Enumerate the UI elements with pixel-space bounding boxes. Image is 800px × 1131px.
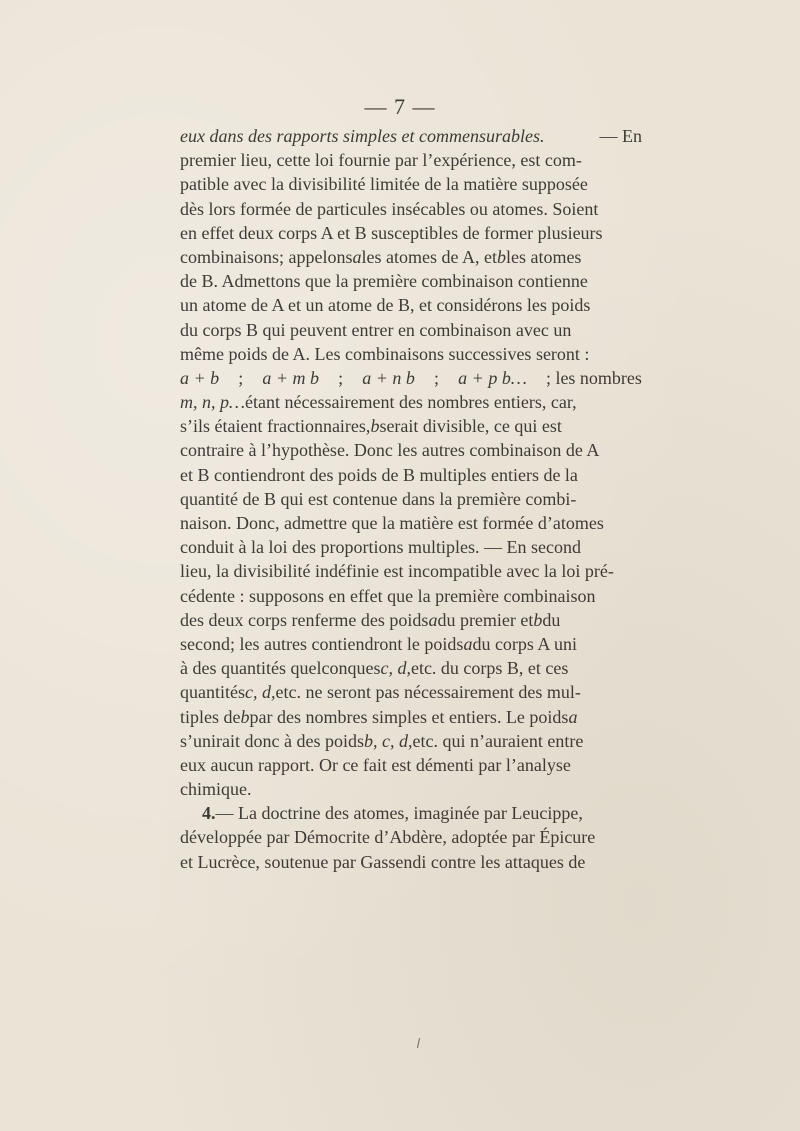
text-line: même poids de A. Les combinaisons successives seront :: [180, 343, 590, 364]
text-run: quantitésc, d,etc. ne seront pas nécessairement des mul-: [180, 682, 581, 703]
text-line: un atome de A et un atome de B, et considérons les poids: [180, 295, 591, 316]
text-line: [180, 729, 642, 753]
text-run: m, n, p…étant nécessairement des nombres entiers, car,: [180, 392, 577, 413]
text-line: [180, 632, 642, 656]
text-run: ;: [238, 367, 244, 388]
formula: a + b: [180, 367, 220, 388]
paragraph-number: 4.: [202, 803, 216, 824]
text-line: quantité de B qui est contenue dans la première combi-: [180, 488, 577, 509]
formula: a + p b…: [458, 367, 527, 388]
text-line: [180, 608, 642, 632]
text-line: [180, 366, 642, 390]
text-run: 4.— La doctrine des atomes, imaginée par Leucippe,: [202, 801, 583, 825]
text-line: naison. Donc, admettre que la matière est formée d’atomes: [180, 513, 604, 533]
text-line: [180, 414, 642, 438]
formula: a + m b: [262, 367, 320, 388]
text-run: des deux corps renferme des poidsadu premier etbdu: [180, 609, 561, 630]
text-line: de B. Admettons que la première combinaison contienne: [180, 271, 588, 292]
text-run: s’ils étaient fractionnaires,bserait divisible, ce qui est: [180, 416, 562, 437]
text-line: premier lieu, cette loi fournie par l’expérience, est com-: [180, 150, 582, 171]
text-run: — En: [599, 126, 642, 146]
text-line: développée par Démocrite d’Abdère, adoptée par Épicure: [180, 827, 596, 848]
text-run: combinaisons; appelonsales atomes de A, etbles atomes: [180, 246, 582, 267]
text-line: patible avec la divisibilité limitée de la matière supposée: [180, 174, 588, 195]
italic-heading: eux dans des rapports simples et commensurables.: [180, 126, 545, 146]
text-run: second; les autres contiendront le poidsadu corps A uni: [180, 633, 577, 654]
text-line: chimique.: [180, 779, 252, 800]
page-number: — 7 —: [364, 94, 436, 119]
text-line: [180, 801, 642, 825]
text-line: en effet deux corps A et B susceptibles de former plusieurs: [180, 222, 603, 243]
text-line: [180, 124, 642, 148]
text-line: eux aucun rapport. Or ce fait est démenti par l’analyse: [180, 754, 571, 775]
formula: a + n b: [362, 367, 415, 388]
text-run: ;: [338, 367, 344, 388]
text-line: dès lors formée de particules insécables ou atomes. Soient: [180, 198, 599, 219]
text-line: conduit à la loi des proportions multiples. — En second: [180, 537, 581, 558]
text-line: [180, 390, 642, 414]
text-line: [180, 680, 642, 704]
text-line: cédente : supposons en effet que la première combinaison: [180, 585, 596, 606]
text-line: contraire à l’hypothèse. Donc les autres combinaison de A: [180, 440, 600, 461]
body-text: [180, 124, 642, 874]
paper-mark: [417, 1038, 420, 1048]
text-line: du corps B qui peuvent entrer en combinaison avec un: [180, 319, 572, 340]
text-run: tiples debpar des nombres simples et entiers. Le poidsa: [180, 706, 578, 727]
text-line: [180, 705, 642, 729]
text-run: ;: [434, 367, 440, 388]
text-run: s’unirait donc à des poidsb, c, d,etc. qui n’auraient entre: [180, 730, 584, 751]
text-line: lieu, la divisibilité indéfinie est incompatible avec la loi pré-: [180, 561, 614, 582]
text-line: [180, 245, 642, 269]
text-run: à des quantités quelconquesc, d,etc. du corps B, et ces: [180, 658, 569, 679]
text-line: et Lucrèce, soutenue par Gassendi contre les attaques de: [180, 851, 586, 872]
text-line: et B contiendront des poids de B multiples entiers de la: [180, 464, 578, 485]
text-run: ; les nombres: [545, 367, 642, 388]
text-line: [180, 656, 642, 680]
